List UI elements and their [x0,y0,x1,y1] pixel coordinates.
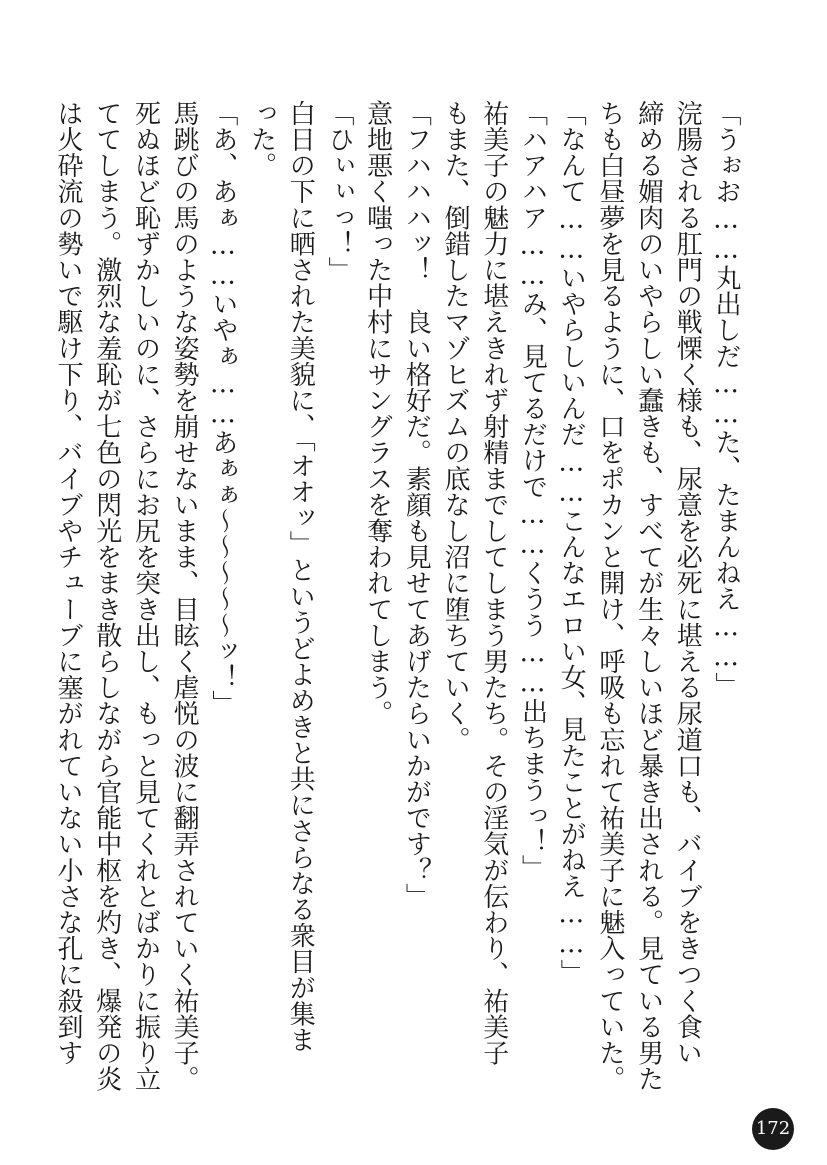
text-line: 馬跳びの馬のような姿勢を崩せないまま、目眩く虐悦の波に翻弄されていく祐美子。 [169,100,200,1092]
text-line: った。 [246,100,277,179]
text-line: 締める媚肉のいやらしい蠢きも、すべてが生々しいほど暴き出される。見ている男た [633,100,664,1092]
text-line: 白日の下に晒された美貌に、「オオッ」というどよめきと共にさらなる衆目が集ま [285,100,316,1053]
body-text [53,100,745,1092]
text-line: 「うぉお……丸出しだ……た、たまんねえ……」 [711,100,741,699]
text-line: ちも白昼夢を見るように、口をポカンと開け、呼吸も忘れて祐美子に魅入っていた。 [594,100,625,1092]
text-line: 「フハハハッ！ 良い格好だ。素顔も見せてあげたらいかがです？」 [401,100,432,910]
text-line: 「ひぃぃっ！」 [323,100,354,283]
text-line: 「あ、あぁ……いやぁ……あぁぁ～～～～～ッ！」 [207,100,238,717]
text-line: 意地悪く嗤った中村にサングラスを奪われてしまう。 [362,100,393,727]
text-line: 死ぬほど恥ずかしいのに、さらにお尻を突き出し、もっと見てくれとばかりに振り立 [130,100,161,1092]
text-line: 祐美子の魅力に堪えきれず射精までしてしまう男たち。その淫気が伝わり、祐美子 [478,100,509,1066]
text-line: 「なんて……いやらしいんだ……こんなエロい女、見たことがねえ……」 [556,100,587,986]
text-line: 浣腸される肛門の戦慄く様も、尿意を必死に堪える尿道口も、バイブをきつく食い [672,100,703,1066]
text-line: は火砕流の勢いで駆け下り、バイブやチューブに塞がれていない小さな孔に殺到す [53,100,84,1066]
text-line: もまた、倒錯したマゾヒズムの底なし沼に堕ちていく。 [440,100,471,753]
text-line: 「ハアハア……み、見てるだけで……くうう……出ちまうっ！」 [517,100,548,881]
page-number: 172 [752,1108,794,1150]
text-line: ててしまう。激烈な羞恥が七色の閃光をまき散らしながら官能中枢を灼き、爆発の炎 [91,100,122,1092]
